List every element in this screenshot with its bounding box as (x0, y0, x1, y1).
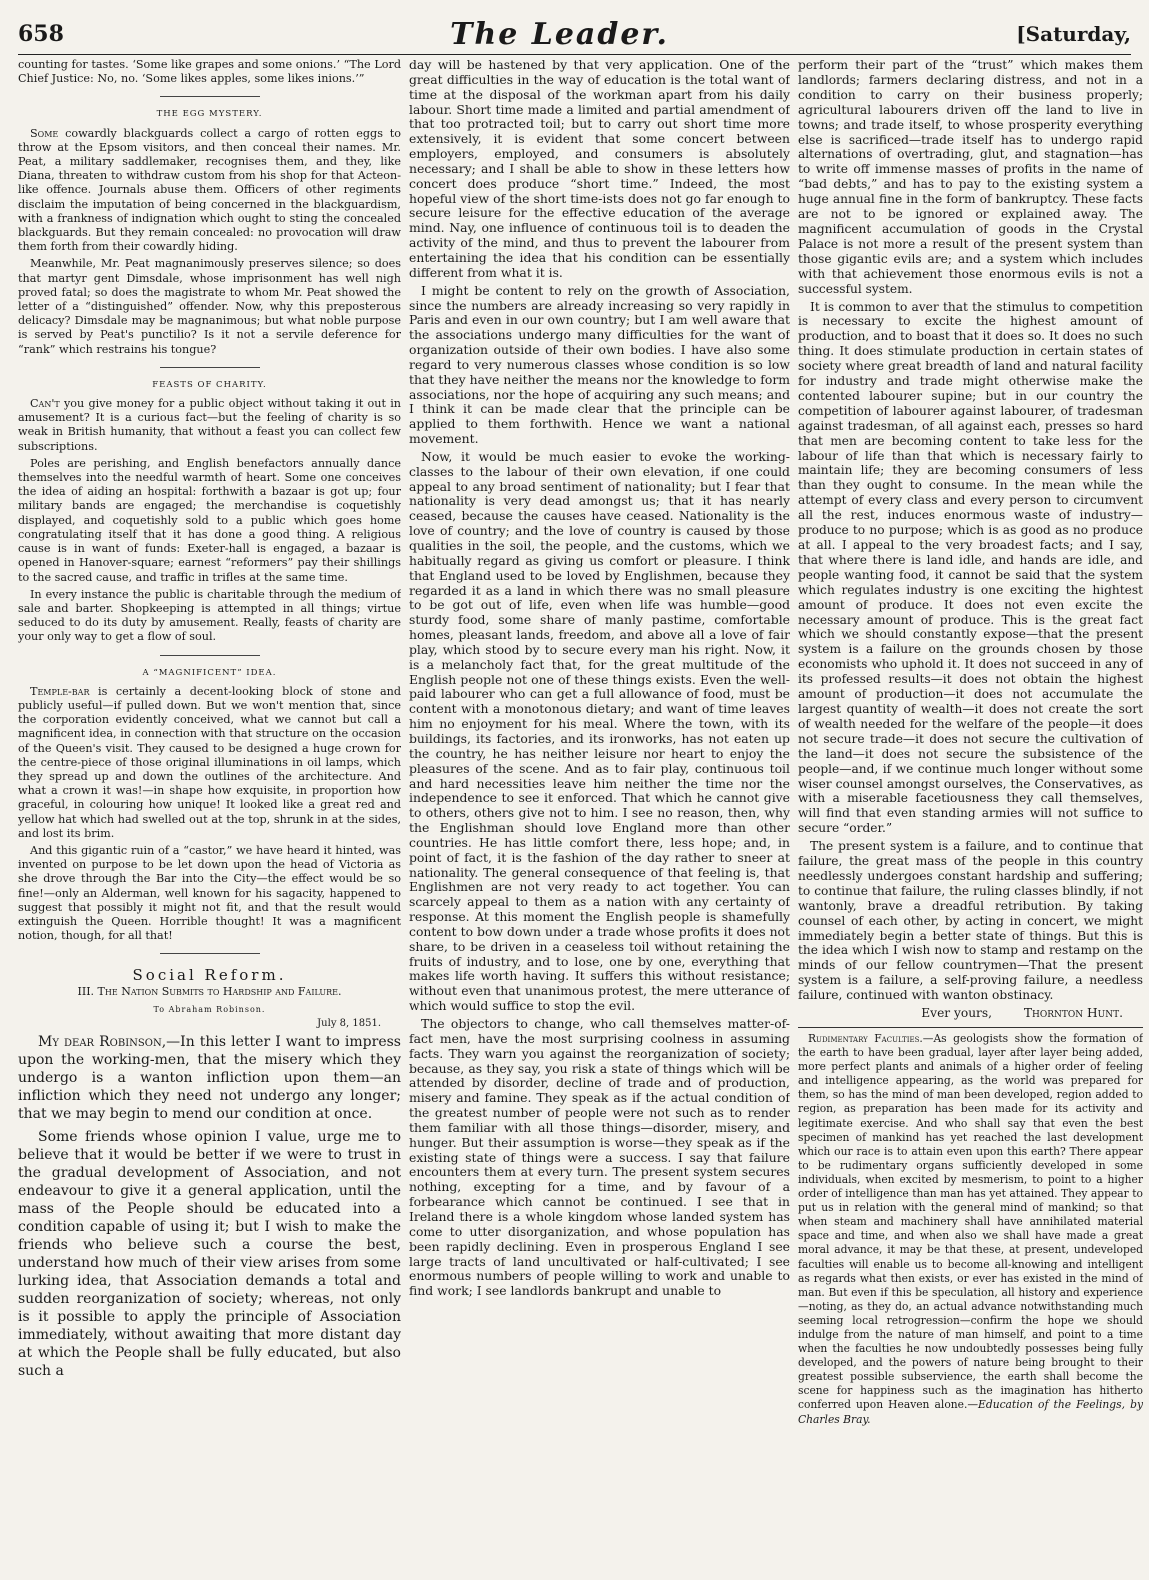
column-2-paragraph: day will be hastened by that very application. One of the great difficulties in the way of education is the total want of time at the disposal of the workman apart from his daily labour. Short time made a limited and partial amendment of that too protracted toil; but to carry out short time more extensively, it is evident that some concert between employers, employed, and consumers is absolutely necessary; and I shall be able to show in these letters how concert does produce “short time.” Indeed, the most hopeful view of the short time-ists does not go far enough to secure leisure for the effective education of the average mind. Nay, one influence of continuous toil is to deaden the activity of the mind, and thus to prevent the labourer from entertaining the idea that his condition can be essentially different from what it is. (409, 58, 790, 280)
note-paragraph: Rudimentary Faculties.—As geologists show the formation of the earth to have been gradual, layer after layer being added, more perfect plants and animals of a higher order of feeling and intelligence appearing, as the world was prepared for them, so has the mind of man been developed, region added to region, as preparation has been made for its activity and legitimate exercise. And who shall say that even the best specimen of mankind has yet reached the last development which our race is to attain even upon this earth? There appear to be rudimentary organs sufficiently developed in some individuals, when excited by mesmerism, to point to a higher order of intelligence than man has yet attained. They appear to put us in relation with the general mind of mankind; so that when steam and machinery shall have annihilated material space and time, and when also we shall have made a great moral advance, it may be that these, at present, undeveloped faculties will enable us to become all-knowing and intelligent as regards what then exists, or ever has existed in the mind of man. But even if this be speculation, all history and experience—noting, as they do, an actual advance notwithstanding much seeming local retrogression—confirm the hope we should indulge from the nature of man himself, and point to a time when the faculties he now undoubtedly possesses being fully developed, and the powers of nature being brought to their greatest possible subservience, the earth shall become the scene for happiness such as the imagination has hitherto conferred upon Heaven alone.—Education of the Feelings, by Charles Bray. (798, 1032, 1143, 1426)
column-3-paragraph: It is common to aver that the stimulus to competition is necessary to excite the highest amount of production, and to boast that it does so. It does no such thing. It does stimulate production in certain states of society where great breadth of land and natural facility for industry and trade might otherwise make the contented labourer supine; but in our country the competition of labourer against labourer, of tradesman against tradesman, of all against each, presses so hard that men are becoming content to take less for the labour of life than that which is necessary fairly to maintain life; they are becoming consumers of less than they ought to consume. In the mean while the attempt of every class and every person to circumvent all the rest, induces enormous waste of industry—produce to no purpose; which is as good as no produce at all. I appeal to the very broadest facts; and I say, that where there is land idle, and hands are idle, and people wanting food, it cannot be said that the system which regulates industry is one exciting the hightest amount of produce. It does not even excite the necessary amount of produce. This is the great fact which we should constantly expose—that the present system is a failure on the grounds chosen by those economists who uphold it. It does not succeed in any of its professed results—it does not obtain the highest amount of production—it does not accumulate the largest quantity of wealth—it does not create the sort of wealth needed for the welfare of the people—it does not secure trade—it does not secure the cultivation of the land—it does not secure the subsistence of the people—and, if we continue much longer without some wiser counsel amongst ourselves, the Conservatives, as with a miserable facetiousness they call themselves, will find that even standing armies will not suffice to secure “order.” (798, 299, 1143, 836)
column-1-opening: counting for tastes. ‘Some like grapes and some onions.’ “The Lord Chief Justice: No, no. ‘Some likes apples, some likes inions.’” (18, 58, 401, 86)
signature-closing: Ever yours, (921, 1006, 993, 1021)
social-reform-body (18, 1033, 401, 1380)
column-3 (798, 58, 1143, 1572)
charity-paragraph: Can't you give money for a public object without taking it out in amusement? It is a curious fact—but the feeling of charity is so weak in British humanity, that without a feast you can collect few subscriptions. (18, 397, 401, 453)
charity-paragraph-2: Poles are perishing, and English benefactors annually dance themselves into the needful warmth of heart. Some one conceives the idea of aiding an hospital: forthwith a bazaar is got up; four military bands are engaged; the merchandise is coquetishly displayed, and coquetishly sold to a public which goes home congratulating itself that it has done a good thing. A religious cause is in want of funds: Exeter-hall is engaged, a bazaar is opened in Hanover-square; earnest “reformers” pay their shillings to the sacred cause, and traffic in trifles at the same time. (18, 456, 401, 584)
note-source: —Education of the Feelings, by Charles Bray. (798, 1398, 1143, 1426)
column-2-paragraph: I might be content to rely on the growth of Association, since the numbers are already increasing so very rapidly in Paris and even in our own country; but I am well aware that the associations undergo many difficulties for the want of organization outside of their own bodies. I have also some regard to very numerous classes whose condition is so low that they have neither the means nor the knowledge to form associations, nor the hope of acquiring any such means; and I think it can be made clear that the principle can be applied to them forthwith. Hence we want a national movement. (409, 282, 790, 447)
column-3-paragraph: perform their part of the “trust” which makes them landlords; farmers declaring distress, and not in a condition to carry on their business properly; agricultural labourers driven off the land to live in towns; and trade itself, to whose prosperity everything else is sacrificed—trade itself has to undergo rapid alternations of overtrading, glut, and stagnation—has to write off immense masses of profits in the name of “bad debts,” and has to pay to the existing system a huge annual fine in the form of bankruptcy. These facts are not to be ignored or explained away. The magnificent accumulation of goods in the Crystal Palace is not more a result of the present system than those gigantic evils are; and a system which includes with that achievement those enormous evils is not a successful system. (798, 58, 1143, 296)
column-2 (409, 58, 790, 1572)
social-reform-heading: Social Reform. (132, 966, 287, 985)
egg-mystery-paragraph: Some cowardly blackguards collect a cargo of rotten eggs to throw at the Epsom visitors, and then conceal their names. Mr. Peat, a military saddlemaker, recognises them, and they, like Diana, threaten to withdraw custom from his shop for that Acteon-like offence. Journals abuse them. Officers of other regiments disclaim the imputation of being concerned in the blackguardism, with a frankness of indignation which ought to sting the concealed blackguards. But they remain concealed: no provocation will draw them forth from their cowardly hiding. (18, 126, 401, 254)
egg-mystery-heading: THE EGG MYSTERY. (156, 109, 263, 120)
section-divider (798, 1027, 1143, 1028)
column-2-paragraph: Now, it would be much easier to evoke the working-classes to the labour of their own elevation, if one could appeal to any broad sentiment of nationality; but I fear that nationality is very dead amongst us; that it has nearly ceased, because the causes have ceased. Nationality is the love of country; and the love of country is caused by those qualities in the soil, the people, and the customs, which we habitually regard as giving us comfort or pleasure. I think that England used to be loved by Englishmen, because they regarded it as a land in which there was no small pleasure to be got out of life, even when life was humble—good sturdy food, some share of manly pastime, comfortable homes, pleasant lands, freedom, and above all a love of fair play, which stood by to secure every man his right. Now, it is a melancholy fact that, for the great multitude of the English people not one of these things exists. Even the well-paid labourer who can get a full allowance of food, must be content with a monotonous dietary; and want of time leaves him no enjoyment for his meal. Where the town, with its buildings, its factories, and its ironworks, has not eaten up the country, he has neither leisure nor heart to enjoy the pleasures of the scene. And as to fair play, continuous toil and hard necessities leave him neither the time nor the independence to see it enforced. That which he cannot give to others, others give not to him. I see no reason, then, why the Englishman should love England more than other countries. He has little comfort there, less hope; and, in point of fact, it is the fashion of the day rather to sneer at nationality. The general consequence of that feeling is, that Englishmen are not very ready to act together. You can scarcely appeal to them as a nation with any certainty of response. At this moment the English people is shamefully content to bow down under a trade whose profits it does not share, to be driven in a ceaseless toil without retaining the fruits of industry, and to lose, one by one, everything that makes life worth having. It suffers this without resistance; without even that unanimous protest, the mere utterance of which would suffice to stop the evil. (409, 448, 790, 1014)
page-number: 658 (18, 21, 64, 47)
letter-recipient: To Abraham Robinson. (153, 1004, 266, 1014)
letter-date: July 8, 1851. (317, 1017, 381, 1029)
rudimentary-faculties-note (798, 1032, 1143, 1427)
columns (18, 58, 1143, 1572)
magnificent-idea-heading: A “MAGNIFICENT” IDEA. (142, 667, 277, 678)
social-reform-subheading: III. The Nation Submits to Hardship and Failure. (77, 984, 342, 998)
section-divider (160, 953, 260, 954)
masthead (18, 14, 1131, 55)
egg-mystery-paragraph-2: Meanwhile, Mr. Peat magnanimously preserves silence; so does that martyr gent Dimsdale, whose imprisonment has well nigh proved fatal; so does the magistrate to whom Mr. Peat showed the letter of a “distinguished” offender. Now, why this preposterous delicacy? Dimsdale may be magnanimous; but what noble purpose is served by Peat's punctilio? Is it not a servile deference for “rank” which restrains his tongue? (18, 257, 401, 356)
section-divider (160, 96, 260, 97)
idea-paragraph: Temple-bar is certainly a decent-looking block of stone and publicly useful—if pulled down. But we won't mention that, since the corporation evidently conceived, what we cannot but call a magnificent idea, in connection with that structure on the occasion of the Queen's visit. They caused to be designed a huge crown for the centre-piece of those original illuminations in oil lamps, which they spread up and down the outlines of the architecture. And what a crown it was!—in shape how exquisite, in proportion how graceful, in colouring how unique! It looked like a great red and yellow hat which had swelled out at the top, shrunk in at the sides, and lost its brim. (18, 684, 401, 840)
issue-day: [Saturday, (1016, 22, 1131, 46)
newspaper-title: The Leader. (450, 16, 669, 52)
section-divider (160, 367, 260, 368)
section-divider (160, 655, 260, 656)
column-3-paragraph: The present system is a failure, and to continue that failure, the great mass of the people in this country needlessly undergoes constant hardship and suffering; to continue that failure, the ruling classes blindly, if not wantonly, brave a dreadful retribution. By taking counsel of each other, by acting in concert, we might immediately begin a better state of things. But this is the idea which I wish now to stamp and restamp on the minds of our fellow countrymen—That the present system is a failure, a self-proving failure, a needless failure, continued with wanton obstinacy. (798, 839, 1143, 1003)
column-2-paragraph: The objectors to change, who call themselves matter-of-fact men, have the most surprising coolness in assuming facts. They warn you against the reorganization of society; because, as they say, you risk a state of things which will be attended by disorder, decline of trade and of production, misery and famine. They speak as if the actual condition of the greatest number of people were not such as to render them familiar with all those things—disorder, misery, and hunger. But their assumption is worse—they speak as if the existing state of things were a success. I say that failure encounters them at every turn. The present system secures nothing, excepting for a time, and by favour of a forbearance which cannot be continued. I see that in Ireland there is a whole kingdom whose landed system has come to utter disorganization, and whose population has been rapidly declining. Even in prosperous England I see large tracts of land uncultivated or half-cultivated; I see enormous numbers of people willing to work and unable to find work; I see landlords bankrupt and unable to (409, 1016, 790, 1299)
idea-paragraph-2: And this gigantic ruin of a “castor,” we have heard it hinted, was invented on purpose to be let down upon the head of Victoria as she drove through the Bar into the City—the effect would be so fine!—only an Alderman, well known for his sagacity, happened to suggest that possibly it might not fit, and that the result would extinguish the Queen. Horrible thought! It was a magnificent notion, though, for all that! (18, 843, 401, 943)
reform-paragraph: My dear Robinson,—In this letter I want to impress upon the working-men, that the misery which they undergo is a wanton infliction upon them—an infliction which they need not undergo any longer; that we may begin to mend our condition at once. (18, 1034, 401, 1123)
charity-paragraph-3: In every instance the public is charitable through the medium of sale and barter. Shopkeeping is attempted in all things; virtue seduced to do its duty by amusement. Really, feasts of charity are your only way to get a flow of soul. (18, 587, 401, 644)
column-1 (18, 58, 401, 1572)
letter-signature (798, 1006, 1123, 1021)
reform-paragraph-2: Some friends whose opinion I value, urge me to believe that it would be better if we were to trust in the gradual development of Association, and not endeavour to give it a general application, until the mass of the People should be educated into a condition capable of using it; but I wish to make the friends who believe such a course the best, understand how much of their view arises from some lurking idea, that Association demands a total and sudden reorganization of society; whereas, not only is it possible to apply the principle of Association immediately, without awaiting that more distant day at which the People shall be fully educated, but also such a (18, 1129, 401, 1380)
feasts-of-charity-heading: FEASTS OF CHARITY. (152, 379, 267, 390)
signature-name: Thornton Hunt. (1023, 1006, 1123, 1021)
